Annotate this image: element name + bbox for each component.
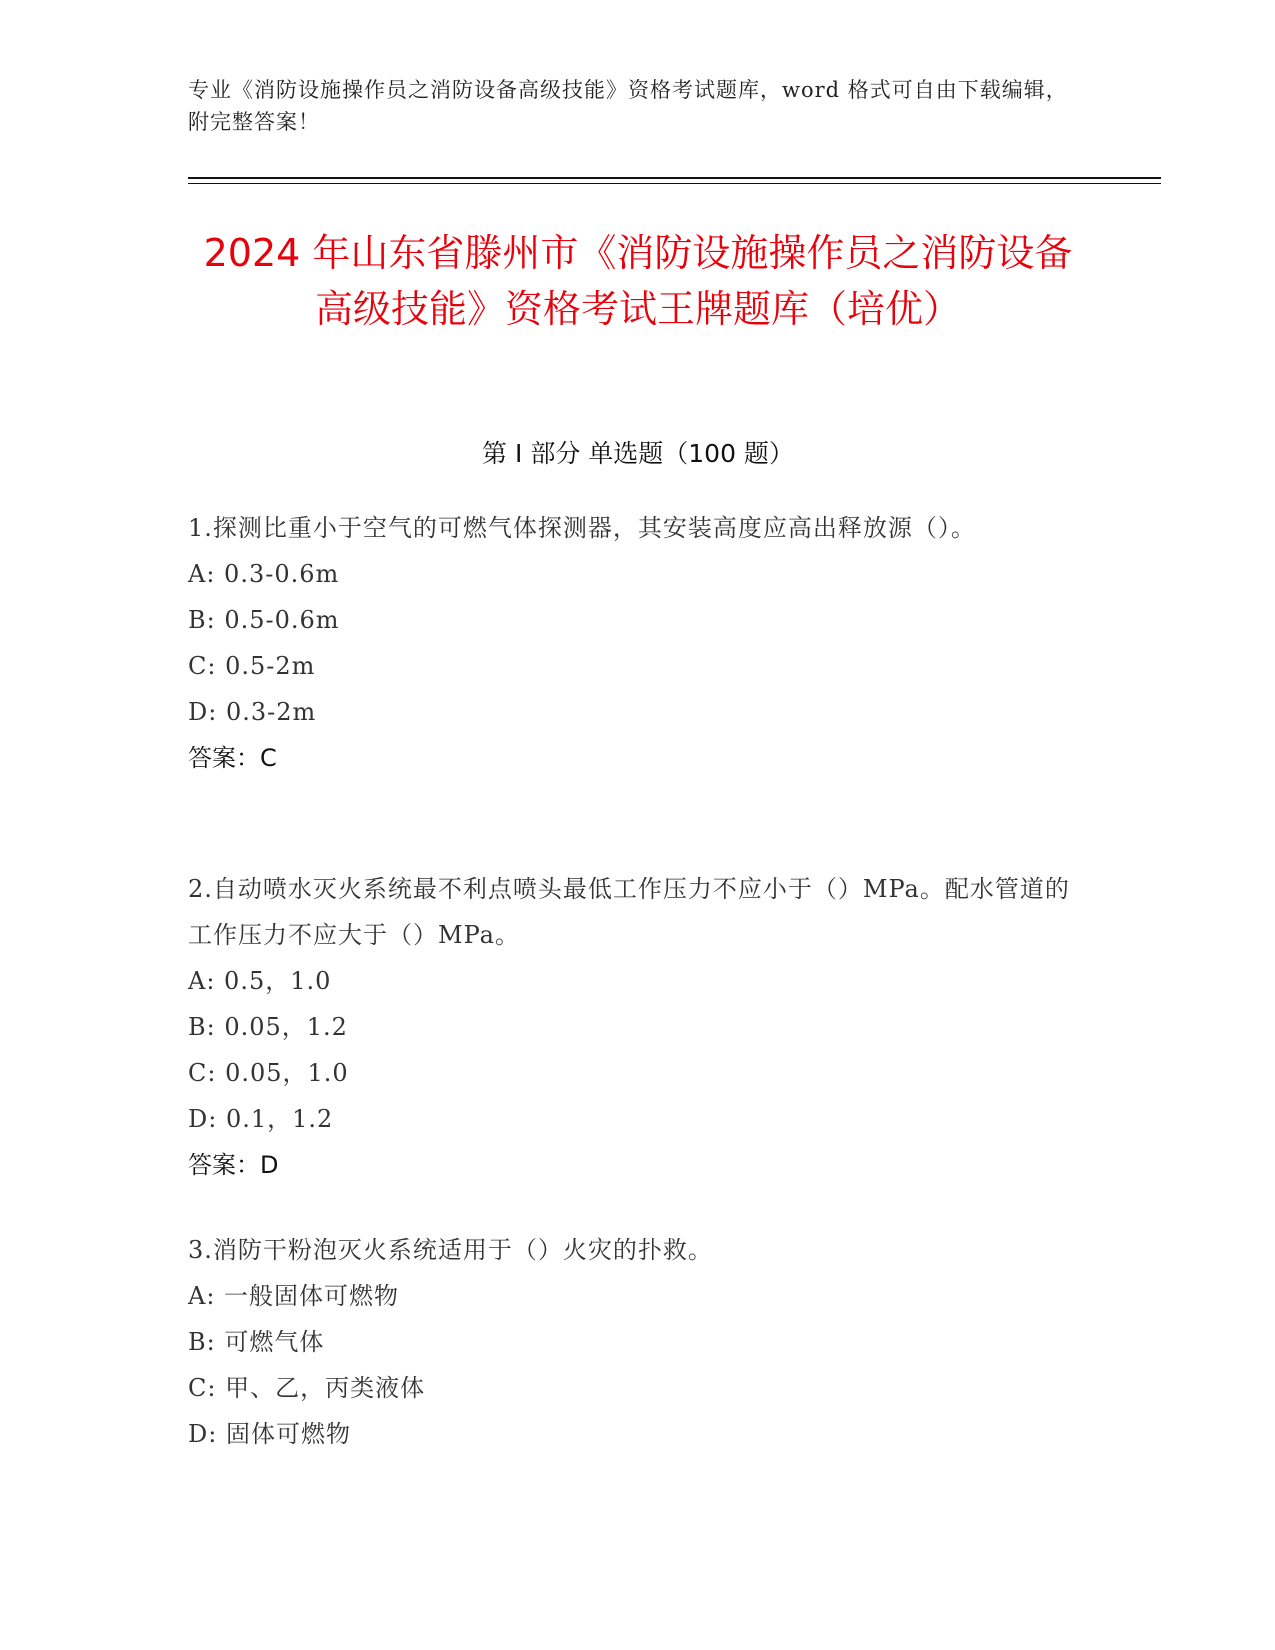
option-d: D: 0.1，1.2 — [188, 1105, 334, 1133]
option-d: D: 固体可燃物 — [188, 1420, 351, 1448]
option-c: C: 0.5-2m — [188, 652, 316, 680]
document-title: 2024 年山东省滕州市《消防设施操作员之消防设备高级技能》资格考试王牌题库（培优） — [203, 231, 1073, 331]
option-a: A: 0.3-0.6m — [188, 560, 340, 588]
answer: 答案：C — [188, 744, 277, 772]
answer: 答案：D — [188, 1151, 279, 1179]
option-a: A: 0.5，1.0 — [188, 967, 332, 995]
section-title: 第 I 部分 单选题（100 题） — [482, 439, 794, 468]
question-stem: 1.探测比重小于空气的可燃气体探测器，其安装高度应高出释放源（）。 — [188, 514, 976, 542]
option-c: C: 甲、乙，丙类液体 — [188, 1374, 426, 1402]
option-c: C: 0.05，1.0 — [188, 1059, 349, 1087]
question-1 — [188, 505, 1088, 781]
header-rule-thick — [188, 177, 1161, 179]
header-rule-thin — [188, 183, 1161, 184]
option-a: A: 一般固体可燃物 — [188, 1282, 400, 1310]
question-stem: 3.消防干粉泡灭火系统适用于（）火灾的扑救。 — [188, 1236, 713, 1264]
header-note: 专业《消防设施操作员之消防设备高级技能》资格考试题库，word 格式可自由下载编辑，附完整答案！ — [188, 78, 1068, 134]
question-stem: 2.自动喷水灭火系统最不利点喷头最低工作压力不应小于（）MPa。配水管道的工作压力不应大于（）MPa。 — [188, 875, 1070, 949]
option-b: B: 0.05，1.2 — [188, 1013, 348, 1041]
option-b: B: 0.5-0.6m — [188, 606, 340, 634]
question-2 — [188, 866, 1088, 1188]
option-b: B: 可燃气体 — [188, 1328, 325, 1356]
option-d: D: 0.3-2m — [188, 698, 317, 726]
question-3 — [188, 1227, 1088, 1457]
